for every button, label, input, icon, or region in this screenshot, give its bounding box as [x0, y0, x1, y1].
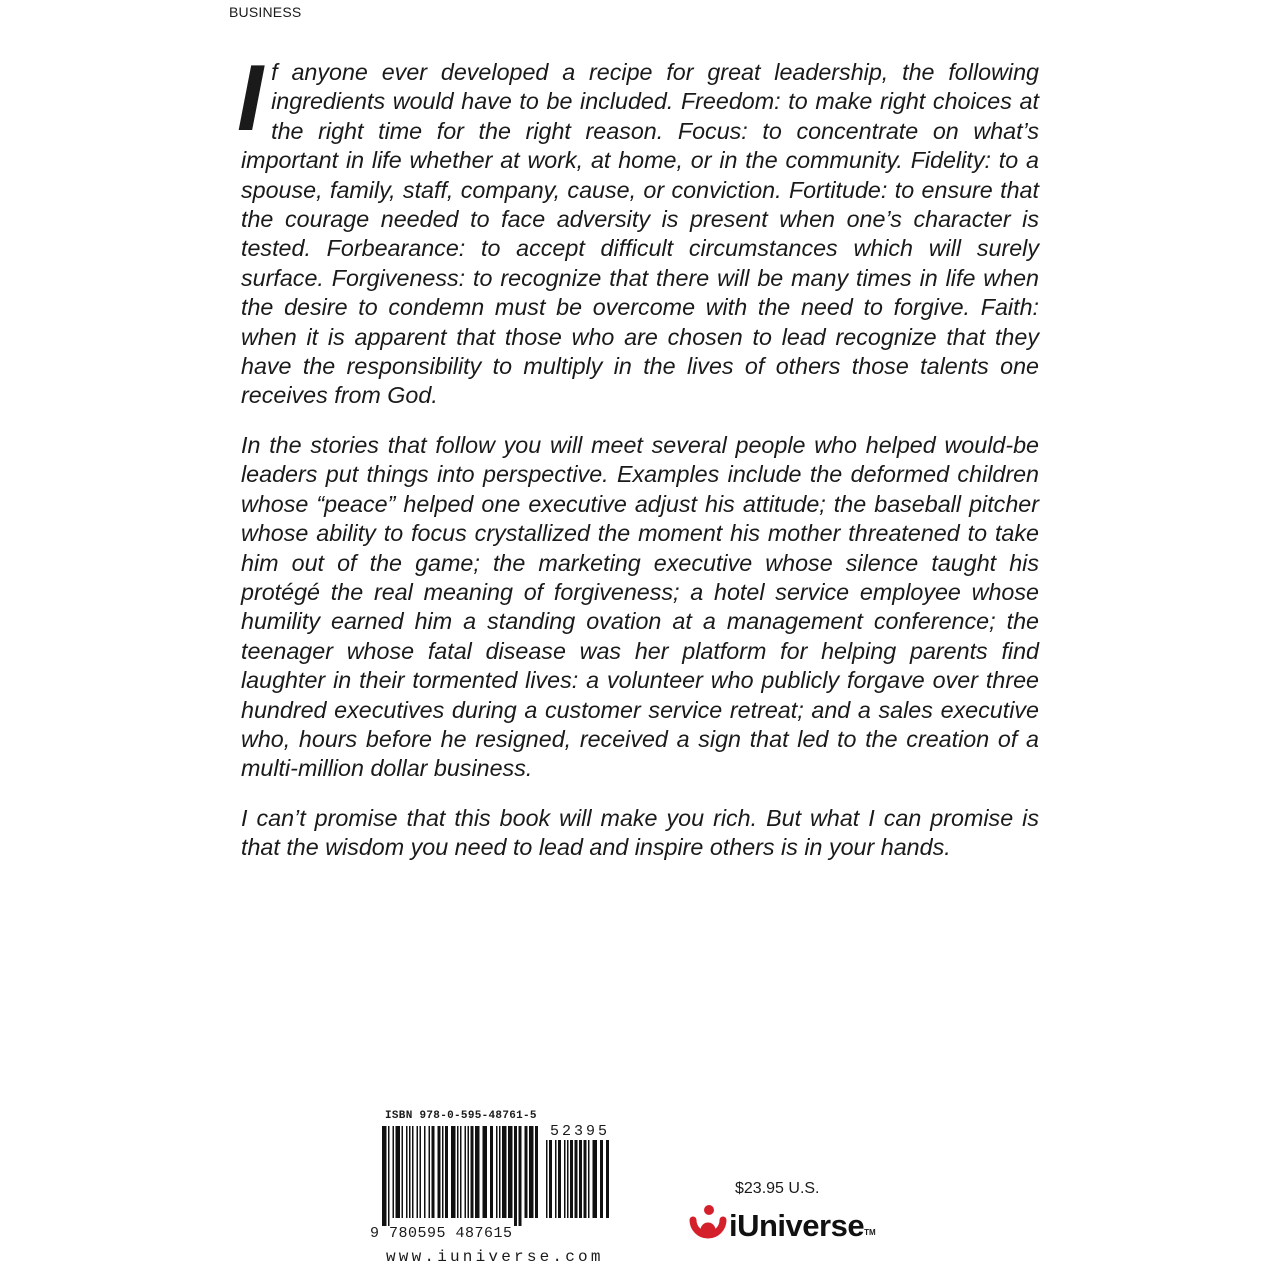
- barcode-bar: [457, 1126, 459, 1218]
- iuniverse-logo-icon: [687, 1204, 727, 1248]
- barcode-bar: [514, 1126, 517, 1226]
- barcode-bar: [584, 1140, 587, 1218]
- barcode-bar: [546, 1140, 548, 1218]
- barcode-bar: [535, 1126, 538, 1218]
- barcode-bar: [402, 1126, 404, 1218]
- category-label: BUSINESS: [229, 4, 302, 20]
- barcode-bar: [475, 1126, 480, 1218]
- barcode-bar: [406, 1126, 408, 1218]
- barcode-bar: [382, 1126, 387, 1226]
- barcode-bar: [393, 1126, 395, 1218]
- publisher-brand: [687, 1203, 876, 1249]
- barcode-bar: [588, 1140, 590, 1218]
- barcode-addon-bars: [546, 1140, 616, 1226]
- barcode-bar: [502, 1126, 507, 1218]
- barcode-main-bars: [382, 1126, 542, 1226]
- barcode-bar: [460, 1126, 462, 1218]
- blurb-paragraph-1-text: f anyone ever developed a recipe for great leadership, the following ingredients would have to be included. Freedom: to make right choices at the right time for the right reason. Focus: to concentrate on what’s important in life whether at work, at home, or in the community. Fidelity: to a spouse, family, staff, company, cause, or conviction. Fortitude: to ensure that the courage needed to face adversity is present when one’s character is tested. Forbearance: to accept difficult circumstances which will surely surface. Forgiveness: to recognize that there will be many times in life when the desire to condemn must be overcome with the need to forgive. Faith: when it is apparent that those who are chosen to lead recognize that they have the responsibility to multiply in the lives of others those talents one receives from God.: [241, 59, 1039, 409]
- barcode-bar: [555, 1140, 557, 1218]
- barcode-bar: [606, 1140, 609, 1218]
- back-cover-blurb: [237, 45, 1039, 883]
- price-code: 52395: [550, 1123, 611, 1140]
- isbn-label: ISBN 978-0-595-48761-5: [385, 1110, 537, 1122]
- blurb-paragraph-2: In the stories that follow you will meet several people who helped would-be leaders put things into perspective. Examples include the deformed children whose “peace” helped one executive adjust his attitude; the baseball pitcher whose ability to focus crystallized the moment his mother threatened to take him out of the game; the marketing executive whose silence taught his protégé the real meaning of forgiveness; a hotel service employee whose humility earned him a standing ovation at a management conference; the teenager whose fatal disease was her platform for helping parents find laughter in their tormented lives: a volunteer who publicly forgave over three hundred executives during a customer service retreat; and a sales executive who, hours before he resigned, received a sign that led to the creation of a multi-million dollar business.: [241, 431, 1039, 782]
- barcode-bar: [490, 1126, 493, 1218]
- barcode-bar: [445, 1126, 448, 1218]
- blurb-paragraph-1: [237, 45, 1039, 411]
- barcode-bar: [451, 1126, 456, 1218]
- barcode-bar: [519, 1126, 522, 1226]
- barcode-bar: [483, 1126, 488, 1218]
- barcode-bar: [593, 1140, 598, 1218]
- barcode-bar: [567, 1140, 569, 1218]
- barcode-bar: [508, 1126, 513, 1218]
- barcode-bar: [579, 1140, 582, 1218]
- barcode-bar: [429, 1126, 431, 1218]
- isbn-barcode: [370, 1108, 630, 1268]
- blurb-paragraph-3: I can’t promise that this book will make you rich. But what I can promise is that the wisdom you need to lead and inspire others is in your hands.: [241, 804, 1039, 861]
- trademark-symbol: TM: [864, 1227, 876, 1237]
- barcode-digits: 9 780595 487615: [370, 1225, 513, 1242]
- barcode-bar: [420, 1126, 422, 1218]
- barcode-bar: [529, 1126, 534, 1218]
- barcode-bar: [442, 1126, 444, 1218]
- price-label: $23.95 U.S.: [735, 1180, 820, 1197]
- barcode-bar: [525, 1126, 528, 1218]
- barcode-bar: [417, 1126, 419, 1218]
- barcode-bar: [600, 1140, 603, 1218]
- barcode-bar: [499, 1126, 501, 1218]
- barcode-bar: [558, 1140, 561, 1218]
- publisher-website: www.iuniverse.com: [386, 1248, 604, 1266]
- barcode-bar: [471, 1126, 474, 1218]
- barcode-bar: [465, 1126, 467, 1218]
- barcode-bar: [564, 1140, 566, 1218]
- barcode-bar: [468, 1126, 470, 1218]
- publisher-name: iUniverse: [729, 1208, 865, 1243]
- barcode-bar: [570, 1140, 573, 1218]
- barcode-bar: [396, 1126, 401, 1218]
- barcode-bar: [549, 1140, 552, 1218]
- barcode-bar: [424, 1126, 426, 1218]
- barcode-bar: [438, 1126, 441, 1218]
- barcode-bar: [496, 1126, 498, 1218]
- drop-cap: I: [237, 45, 264, 150]
- barcode-bar: [412, 1126, 414, 1218]
- barcode-bar: [432, 1126, 435, 1218]
- barcode-bar: [575, 1140, 578, 1218]
- barcode-bar: [388, 1126, 390, 1226]
- barcode-bar: [409, 1126, 411, 1218]
